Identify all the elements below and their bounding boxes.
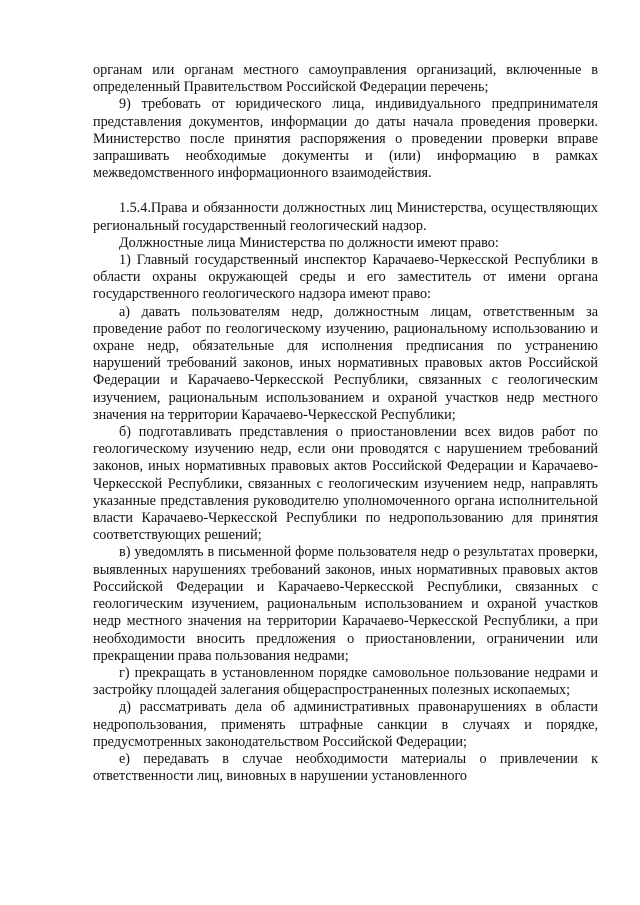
paragraph-item-9: 9) требовать от юридического лица, индивидуального предпринимателя представления документов, информации до даты начала проведения проверки. Министерство после принятия распоряжения о проведении проверки вправе запрашивать необходимые документы и (или) информацию в рамках межведомственного информационного взаимодействия. — [93, 96, 598, 182]
paragraph-subitem-e: е) передавать в случае необходимости материалы о привлечении к ответственности лиц, виновных в нарушении установленного — [93, 750, 598, 785]
paragraph-subitem-v: в) уведомлять в письменной форме пользователя недр о результатах проверки, выявленных нарушениях требований законов, иных нормативных правовых актов Российской Федерации и Карачаево-Черкесской Республики, связанных с геологическим изучением, рациональным использованием и охраной участков недр местного значения на территории Карачаево-Черкесской Республики, а при необходимости вносить предложения о приостановлении, ограничении или прекращении права пользования недрами; — [93, 544, 598, 664]
paragraph-continuation: органам или органам местного самоуправления организаций, включенные в определенный Правительством Российской Федерации перечень; — [93, 62, 598, 96]
paragraph-subitem-g: г) прекращать в установленном порядке самовольное пользование недрами и застройку площадей залегания общераспространенных полезных ископаемых; — [93, 664, 598, 699]
paragraph-item-1-chief-inspector: 1) Главный государственный инспектор Карачаево-Черкесской Республики в области охраны окружающей среды и его заместитель от имени органа государственного геологического надзора имеют право: — [93, 252, 598, 303]
paragraph-subitem-b: б) подготавливать представления о приостановлении всех видов работ по геологическому изучению недр, если они проводятся с нарушением требований законов, иных нормативных правовых актов Российской Федерации и Карачаево-Черкесской Республики, связанных с геологическим изучением недр, направлять указанные представления руководителю уполномоченного органа исполнительной власти Карачаево-Черкесской Республики по недропользованию для принятия соответствующих решений; — [93, 424, 598, 544]
paragraph-subitem-d: д) рассматривать дела об административных правонарушениях в области недропользования, применять штрафные санкции в случаях и порядке, предусмотренных законодательством Российской Федерации; — [93, 699, 598, 750]
paragraph-officials-rights: Должностные лица Министерства по должности имеют право: — [119, 234, 499, 251]
paragraph-subitem-a: а) давать пользователям недр, должностным лицам, ответственным за проведение работ по геологическому изучению, рациональному использованию и охране недр, обязательные для исполнения предписания по устранению нарушений требований законов, иных нормативных правовых актов Российской Федерации и Карачаево-Черкесской Республики, связанных с геологическим изучением, рациональным использованием и охраной участков недр местного значения на территории Карачаево-Черкесской Республики; — [93, 303, 598, 423]
document-page — [93, 62, 598, 785]
section-heading-1-5-4: 1.5.4.Права и обязанности должностных лиц Министерства, осуществляющих региональный государственный геологический надзор. — [93, 200, 598, 234]
